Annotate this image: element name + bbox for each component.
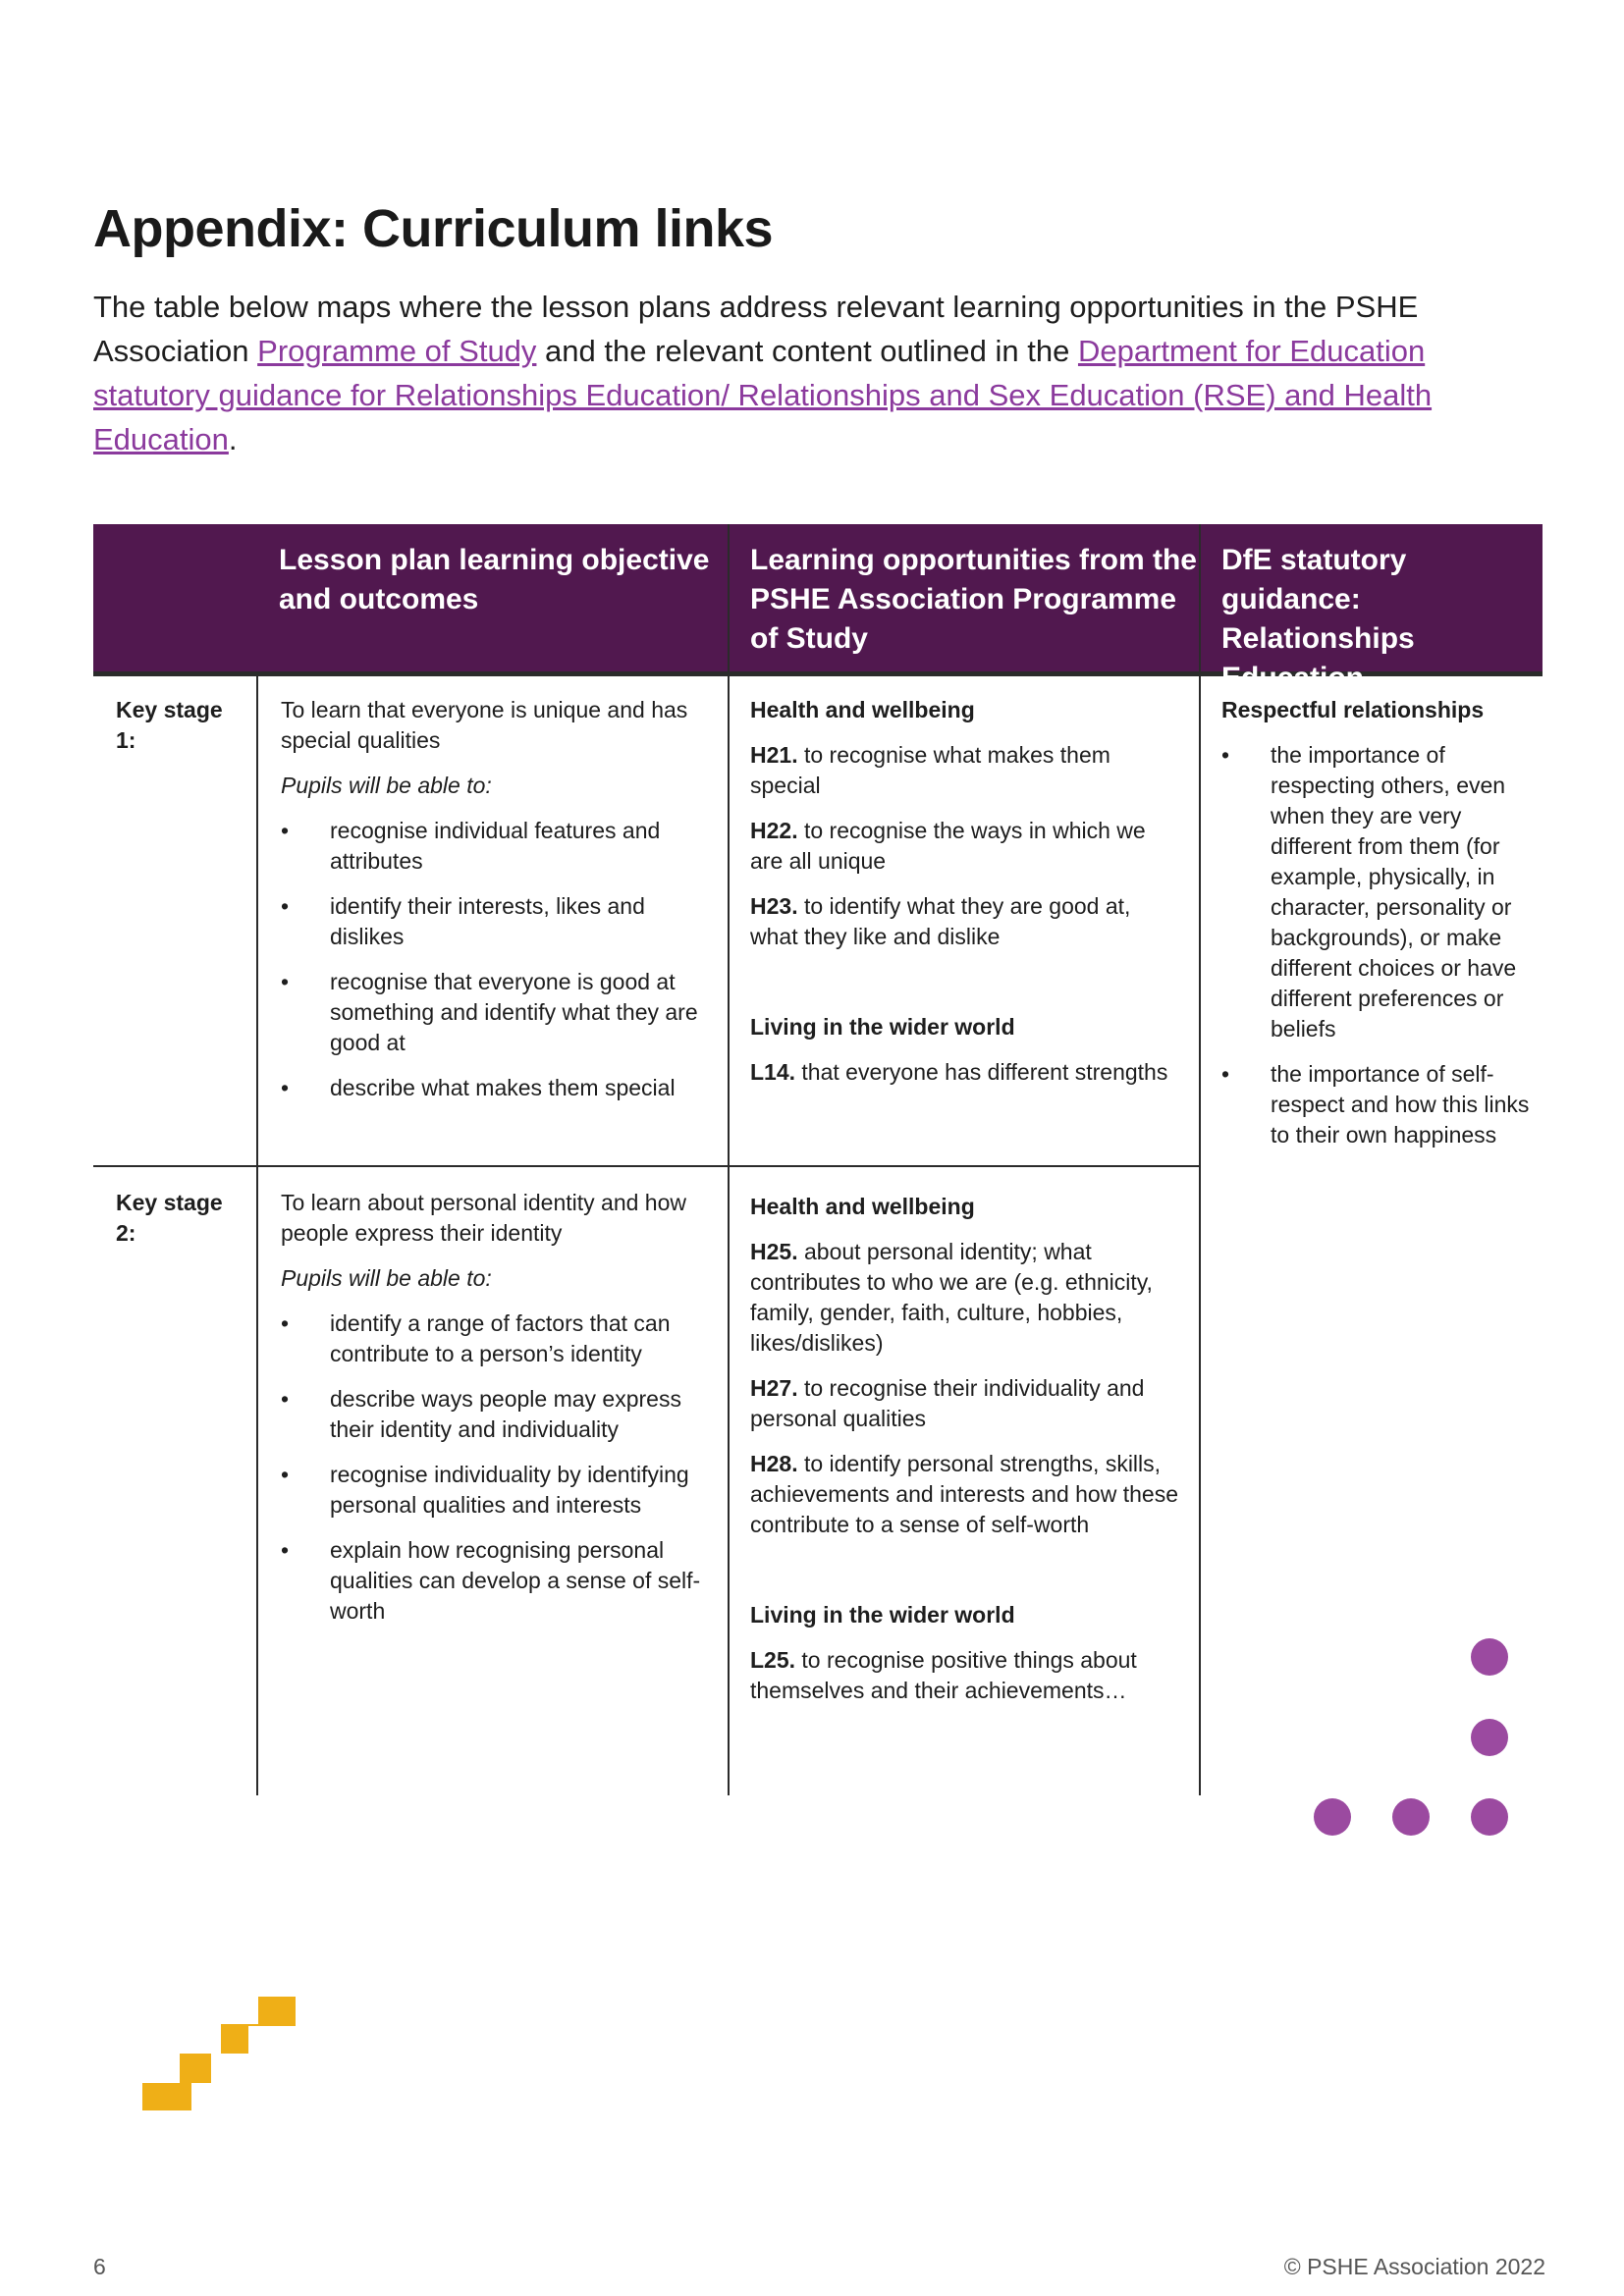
column-divider (1199, 524, 1201, 1795)
item-text: to recognise the ways in which we are all unique (750, 818, 1146, 874)
intro-text: The table below maps where the lesson plans address relevant learning opportunities in the PSHE Association (93, 290, 1419, 368)
section-heading: Health and wellbeing (750, 697, 975, 722)
page-number: 6 (93, 2254, 106, 2279)
list-item: • identify their interests, likes and dislikes (281, 891, 713, 952)
intro-text: . (228, 422, 238, 456)
ks1-outcomes-list (281, 816, 713, 1103)
list-item: • identify a range of factors that can contribute to a person’s identity (281, 1308, 713, 1369)
item-code: H28. (750, 1451, 798, 1476)
header-cell-keystage (93, 524, 256, 671)
header-cell-lesson-objective: Lesson plan learning objective and outcomes (279, 544, 710, 615)
header-cell-pshe-programme: Learning opportunities from the PSHE Association Programme of Study (750, 544, 1197, 655)
pupils-label: Pupils will be able to: (281, 773, 492, 798)
dfe-guidance-cell (1221, 695, 1536, 1165)
pupils-label: Pupils will be able to: (281, 1265, 492, 1291)
section-heading: Living in the wider world (750, 1602, 1015, 1628)
decorative-dot (1471, 1798, 1508, 1836)
dfe-list (1221, 740, 1536, 1150)
item-code: H25. (750, 1239, 798, 1264)
item-text: to identify what they are good at, what they like and dislike (750, 893, 1131, 949)
programme-item (750, 1449, 1182, 1540)
programme-item (750, 1237, 1182, 1359)
header-cell-dfe-guidance: DfE statutory guidance: Relationships Education (1221, 544, 1415, 694)
stairs-shape (142, 1997, 296, 2110)
list-item: • explain how recognising personal qualities can develop a sense of self-worth (281, 1535, 713, 1627)
ks2-programme-cell (750, 1192, 1182, 1721)
ks1-objective: To learn that everyone is unique and has special qualities (281, 697, 688, 753)
programme-item (750, 1057, 1182, 1088)
section-heading: Living in the wider world (750, 1014, 1015, 1040)
item-code: H27. (750, 1375, 798, 1401)
list-item: • recognise individuality by identifying personal qualities and interests (281, 1460, 713, 1521)
stairs-decoration-icon (142, 1997, 299, 2110)
programme-of-study-link[interactable]: Programme of Study (257, 334, 537, 368)
decorative-dot (1392, 1798, 1430, 1836)
ks1-objective-cell (281, 695, 713, 1118)
list-item: • the importance of self-respect and how this links to their own happiness (1221, 1059, 1536, 1150)
copyright-notice: © PSHE Association 2022 (1283, 2254, 1545, 2279)
intro-paragraph (93, 285, 1537, 461)
column-divider (728, 524, 730, 1795)
item-code: L25. (750, 1647, 796, 1673)
curriculum-table (93, 524, 1543, 1795)
decorative-dot (1471, 1638, 1508, 1676)
list-item: • describe ways people may express their identity and individuality (281, 1384, 713, 1445)
intro-text: and the relevant content outlined in the (536, 334, 1078, 368)
ks2-objective: To learn about personal identity and how people express their identity (281, 1190, 687, 1246)
item-text: to recognise positive things about themselves and their achievements… (750, 1647, 1137, 1703)
key-stage-1-label: Key stage 1: (116, 697, 223, 753)
list-item: • describe what makes them special (281, 1073, 713, 1103)
item-code: H21. (750, 742, 798, 768)
list-item: • recognise that everyone is good at something and identify what they are good at (281, 967, 713, 1058)
table-header (93, 524, 1543, 694)
programme-item (750, 1373, 1182, 1434)
item-text: about personal identity; what contributes to who we are (e.g. ethnicity, family, gender, faith, culture, hobbies, likes/dislikes) (750, 1239, 1153, 1356)
ks2-outcomes-list (281, 1308, 713, 1627)
decorative-dot (1314, 1798, 1351, 1836)
section-heading: Health and wellbeing (750, 1194, 975, 1219)
section-heading: Respectful relationships (1221, 697, 1485, 722)
item-text: to recognise their individuality and personal qualities (750, 1375, 1145, 1431)
list-item: • the importance of respecting others, even when they are very different from them (for example, physically, in character, personality or backgrounds), or make different choices or have different preferences or beliefs (1221, 740, 1536, 1044)
column-divider (256, 676, 258, 1795)
ks1-programme-cell (750, 695, 1182, 1102)
programme-item (750, 891, 1182, 952)
decorative-dot (1471, 1719, 1508, 1756)
item-text: to identify personal strengths, skills, achievements and interests and how these contribute to a sense of self-worth (750, 1451, 1178, 1537)
item-code: H23. (750, 893, 798, 919)
programme-item (750, 740, 1182, 801)
programme-item (750, 1645, 1182, 1706)
page-title: Appendix: Curriculum links (93, 199, 774, 258)
programme-item (750, 816, 1182, 877)
item-text: to recognise what makes them special (750, 742, 1110, 798)
item-code: H22. (750, 818, 798, 843)
list-item: • recognise individual features and attributes (281, 816, 713, 877)
row-divider (93, 1165, 1199, 1167)
item-text: that everyone has different strengths (795, 1059, 1168, 1085)
ks2-objective-cell (281, 1188, 713, 1641)
dfe-guidance-link[interactable]: Department for Education statutory guidance for Relationships Education/ Relationships and Sex Education (RSE) and Health Education (93, 334, 1433, 456)
key-stage-2-label: Key stage 2: (116, 1190, 223, 1246)
item-code: L14. (750, 1059, 796, 1085)
